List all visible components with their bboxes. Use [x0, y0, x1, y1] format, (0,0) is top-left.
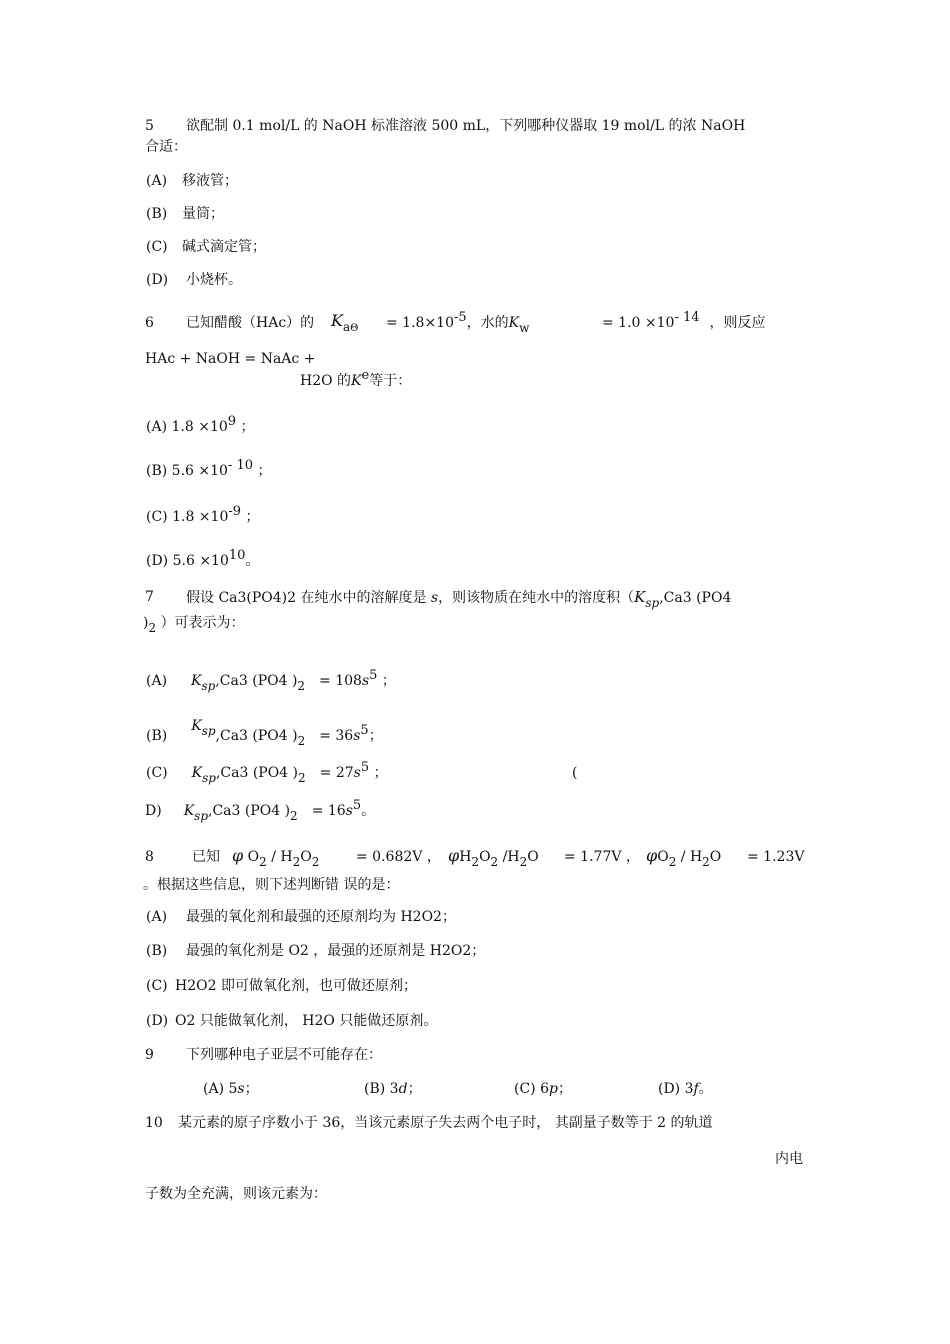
q8-option-c-label: (C)	[146, 978, 168, 994]
q6-number: 6	[145, 315, 154, 331]
q8-value-1: = 0.682V ，	[356, 849, 441, 865]
q7-number: 7	[145, 589, 154, 605]
q8-value-2: = 1.77V ，	[564, 849, 640, 865]
q5-option-a: 移液管；	[182, 173, 238, 189]
q10-stem: 某元素的原子序数小于 36，当该元素原子失去两个电子时， 其副量子数等于 2 的轨道	[178, 1115, 713, 1131]
q7-stem-continued: )2 ）可表示为：	[143, 615, 245, 635]
q8-option-b-label: (B)	[146, 943, 168, 959]
q6-option-a: (A) 1.8 ×109 ；	[146, 414, 255, 435]
q8-value-3: = 1.23V	[747, 849, 805, 865]
q5-option-c-label: (C)	[146, 239, 168, 255]
q8-option-d: O2 只能做氧化剂， H2O 只能做还原剂。	[175, 1013, 438, 1029]
q5-option-a-label: (A)	[146, 173, 168, 189]
q6-kw-value: = 1.0 ×10- 14 ，则反应	[602, 310, 766, 331]
q5-stem: 欲配制 0.1 mol/L 的 NaOH 标准溶液 500 mL，下列哪种仪器取 19 mol/L 的浓 NaOH	[186, 118, 746, 134]
q9-option-c: (C) 6p；	[514, 1081, 572, 1097]
q9-stem: 下列哪种电子亚层不可能存在：	[186, 1047, 382, 1063]
q7-stem: 假设 Ca3(PO4)2 在纯水中的溶解度是 s，则该物质在纯水中的溶度积（Ksp,Ca3 (PO4	[186, 588, 732, 610]
q6-option-c: (C) 1.8 ×10-9 ；	[146, 504, 260, 525]
q7-option-b: (B)Ksp,Ca3 (PO4 )2 = 36s5；	[146, 718, 383, 748]
q9-option-a: (A) 5s；	[203, 1081, 259, 1097]
q5-number: 5	[145, 118, 154, 134]
q8-intro: 已知	[192, 849, 220, 865]
q6-option-d: (D) 5.6 ×1010。	[146, 548, 260, 569]
q6-option-b: (B) 5.6 ×10- 10 ；	[146, 458, 272, 479]
q9-option-d: (D) 3f。	[658, 1081, 713, 1097]
q5-stem-continued: 合适：	[145, 139, 187, 155]
q10-number: 10	[145, 1115, 163, 1131]
q10-stem-right: 内电	[775, 1151, 803, 1167]
q6-intro: 已知醋酸（HAc）的	[186, 315, 315, 331]
q5-option-b: 量筒；	[182, 206, 224, 222]
q7-stray-paren: (	[572, 765, 578, 781]
q8-option-a-label: (A)	[146, 909, 168, 925]
q8-option-b: 最强的氧化剂是 O2 ，最强的还原剂是 H2O2；	[186, 943, 486, 959]
q6-reaction: HAc + NaOH = NaAc +	[145, 351, 316, 367]
q8-potential-2: φH2O2 /H2O	[448, 846, 539, 869]
q6-reaction-cont: H2O 的Ke等于：	[300, 368, 412, 389]
q7-option-d: D) Ksp,Ca3 (PO4 )2 = 16s5。	[145, 798, 376, 823]
q8-option-d-label: (D)	[146, 1013, 169, 1029]
q9-number: 9	[145, 1047, 154, 1063]
q5-option-b-label: (B)	[146, 206, 168, 222]
q7-option-c: (C) Ksp,Ca3 (PO4 )2 = 27s5 ；	[146, 760, 388, 785]
q8-number: 8	[145, 849, 154, 865]
q6-ka: $Ka_\Theta$	[331, 311, 359, 334]
q6-ka-value: = 1.8×10-5，水的Kw	[386, 310, 530, 335]
q7-option-a: (A) Ksp,Ca3 (PO4 )2 = 108s5 ；	[146, 668, 396, 693]
q8-stem-continued: 。根据这些信息，则下述判断错 误的是：	[143, 877, 400, 893]
q10-stem-continued: 子数为全充满，则该元素为：	[145, 1186, 327, 1202]
q8-potential-3: φO2 / H2O	[646, 846, 722, 869]
q5-option-c: 碱式滴定管；	[182, 239, 266, 255]
q8-potential-1: φ O2 / H2O2	[232, 846, 320, 869]
q5-option-d-label: (D)	[146, 272, 169, 288]
q5-option-d: 小烧杯。	[186, 272, 242, 288]
q8-option-a: 最强的氧化剂和最强的还原剂均为 H2O2；	[186, 909, 456, 925]
q8-option-c: H2O2 即可做氧化剂，也可做还原剂；	[175, 978, 417, 994]
q9-option-b: (B) 3d；	[364, 1081, 422, 1097]
